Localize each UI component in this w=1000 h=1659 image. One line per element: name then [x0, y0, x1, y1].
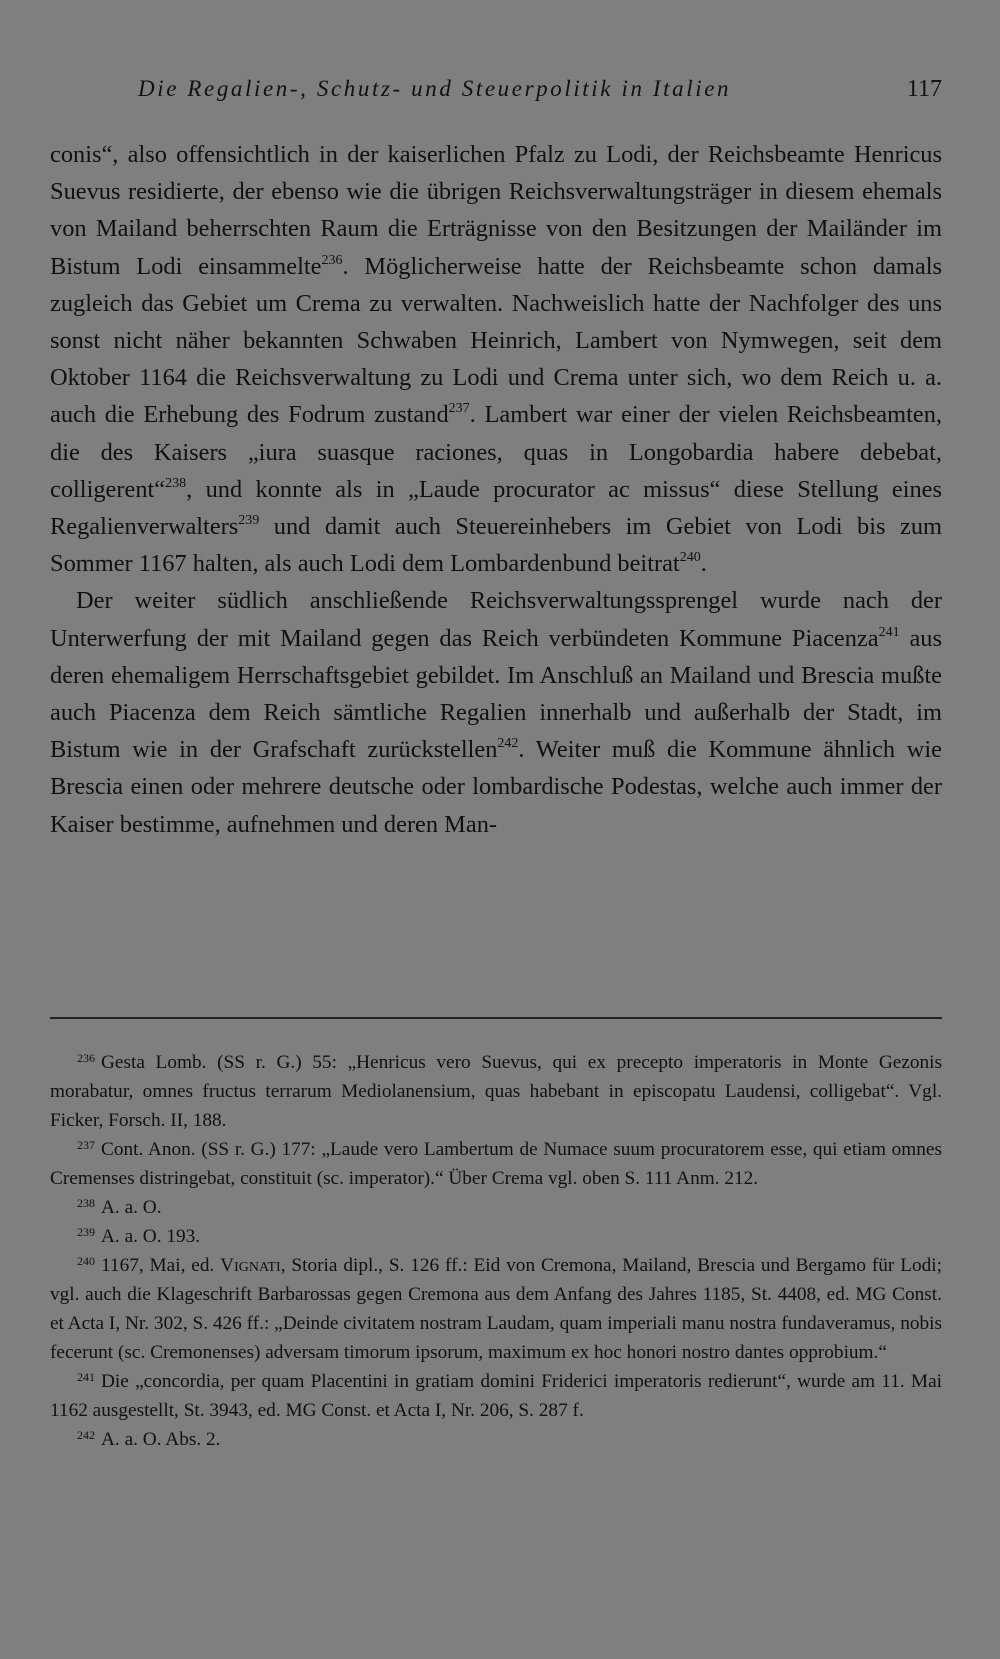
text-run: . [700, 550, 707, 578]
text-run: , Storia dipl., S. 126 ff.: Eid von Cremona, Mailand, Brescia und Bergamo für Lodi; vgl. auch die Klageschrift Barbarossas gegen Cremona aus dem Anfang des Jahres 1185, St. 4408, ed. MG Const. et Acta I, Nr. 302, S. 426 ff.: „Deinde civitatem nostram Laudam, quam imperiali manu nostra fundaveramus, nobis fecerunt (sc. Cremonenses) adversam timorum ipsorum, maximum ex hoc honori nostro dantes opprobium.“ [50, 1255, 942, 1363]
footnote-number: 241 [77, 1370, 95, 1384]
text-run: A. a. O. 193. [101, 1226, 201, 1247]
text-run: Gesta Lomb. (SS r. G.) 55: „Henricus vero Suevus, qui ex precepto imperatoris in Monte Gezonis morabatur, omnes fructus terrarum Mediolanensium, quas habebant in episcopatu Laudensi, colligebat“. Vgl. Ficker, Forsch. II, 188. [50, 1052, 942, 1131]
footnote-number: 239 [77, 1225, 95, 1239]
text-run: conis“, also offensichtlich in der kaiserlichen Pfalz zu Lodi, der Reichsbeamte Henricus Suevus residierte, der ebenso wie die übrigen Reichsverwaltungsträger in diesem ehemals von Mailand beherrschten Raum die Erträgnisse von den Besitzungen der Mailänder im Bistum Lodi einsammelte [50, 141, 942, 280]
text-run: Die „concordia, per quam Placentini in gratiam domini Friderici imperatoris redierunt“, wurde am 11. Mai 1162 ausgestellt, St. 3943, ed. MG Const. et Acta I, Nr. 206, S. 287 f. [50, 1371, 942, 1421]
text-run: 1167, Mai, ed. [101, 1255, 221, 1276]
text-run: Cont. Anon. (SS r. G.) 177: „Laude vero Lambertum de Numace suum procuratorem esse, qui etiam omnes Cremenses distringebat, constituit (sc. imperator).“ Über Crema vgl. oben S. 111 Anm. 212. [50, 1139, 942, 1189]
text-run: . Lambert war einer der vielen Reichsbeamten, die des Kaisers „iura suasque raciones, quas in Longobardia habere debebat, colligerent“ [50, 401, 942, 503]
footnote-number: 240 [77, 1254, 95, 1268]
footnote [50, 1048, 942, 1135]
footnote [50, 1222, 942, 1251]
running-title: Die Regalien-, Schutz- und Steuerpolitik in Italien [138, 76, 732, 101]
text-run: . Möglicherweise hatte der Reichsbeamte schon damals zugleich das Gebiet um Crema zu verwalten. Nachweislich hatte der Nachfolger des uns sonst nicht näher bekannten Schwaben Heinrich, Lambert von Nymwegen, seit dem Oktober 1164 die Reichsverwaltung zu Lodi und Crema unter sich, wo dem Reich u. a. auch die Erhebung des Fodrum zustand [50, 252, 942, 429]
footnote-separator [50, 1017, 942, 1019]
footnotes [50, 1048, 942, 1454]
author-name: Vignati [220, 1255, 281, 1276]
footnote-reference: 236 [321, 252, 343, 268]
footnote-reference: 238 [165, 475, 187, 491]
text-run: A. a. O. Abs. 2. [101, 1429, 221, 1450]
footnote-number: 236 [77, 1051, 95, 1065]
text-run: aus deren ehemaligem Herrschaftsgebiet gebildet. Im Anschluß an Mailand und Brescia mußte auch Piacenza dem Reich sämtliche Regalien innerhalb und außerhalb der Stadt, im Bistum wie in der Grafschaft zurückstellen [50, 624, 942, 764]
footnote [50, 1367, 942, 1425]
footnote [50, 1135, 942, 1193]
page-number: 117 [906, 76, 942, 102]
footnote [50, 1251, 942, 1367]
page-header [130, 76, 942, 112]
paragraph-p1 [50, 136, 942, 582]
text-run: , und konnte als in „Laude procurator ac missus“ diese Stellung eines Regalienverwalters [50, 475, 942, 541]
paragraph-p2 [50, 582, 942, 842]
text-run: und damit auch Steuereinhebers im Gebiet von Lodi bis zum Sommer 1167 halten, als auch Lodi dem Lombardenbund beitrat [50, 513, 942, 578]
footnote-reference: 237 [448, 401, 470, 417]
footnote-number: 238 [77, 1196, 95, 1210]
text-run: . Weiter muß die Kommune ähnlich wie Brescia einen oder mehrere deutsche oder lombardische Podestas, welche auch immer der Kaiser bestimme, aufnehmen und deren Man- [50, 736, 942, 838]
footnote-number: 237 [77, 1138, 95, 1152]
footnote [50, 1193, 942, 1222]
footnote-reference: 242 [497, 736, 519, 752]
footnote-reference: 241 [878, 624, 900, 640]
footnote-reference: 239 [238, 513, 260, 529]
footnote-reference: 240 [679, 550, 701, 566]
footnote-number: 242 [77, 1428, 95, 1442]
body-text [50, 136, 942, 843]
text-run: A. a. O. [101, 1197, 162, 1218]
text-run: Der weiter südlich anschließende Reichsverwaltungssprengel wurde nach der Unterwerfung der mit Mailand gegen das Reich verbündeten Kommune Piacenza [50, 587, 942, 652]
footnote [50, 1425, 942, 1454]
